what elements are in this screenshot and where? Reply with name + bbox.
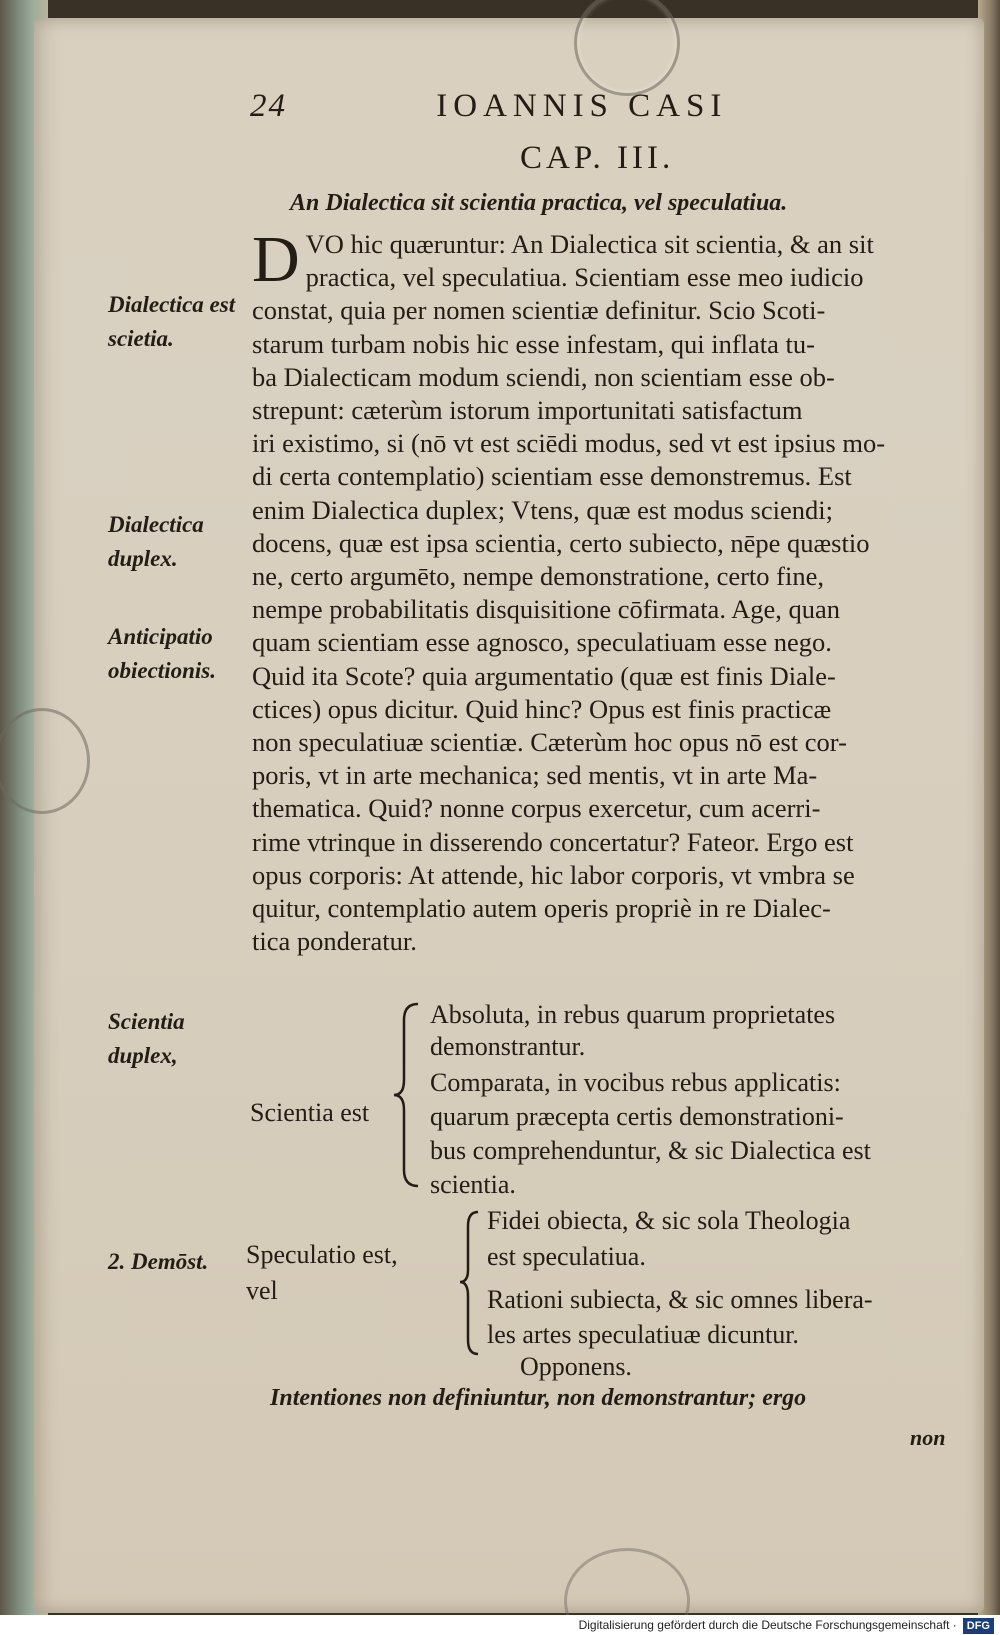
chapter-heading: CAP. III. (520, 140, 675, 176)
running-head-title: IOANNIS CASI (436, 88, 728, 124)
body-line: di certa contemplatio) scientiam esse demonstremus. Est (252, 461, 852, 492)
scientia-item: bus comprehenduntur, & sic Dialectica est (430, 1136, 871, 1165)
body-text (252, 223, 972, 958)
body-line: constat, quia per nomen scientiæ definitur. Scio Scoti- (252, 295, 826, 326)
body-line: practica, vel speculatiua. Scientiam esse meo iudicio (305, 262, 864, 293)
body-line: opus corporis: At attende, hic labor corporis, vt vmbra se (252, 859, 855, 890)
margin-note: Anticipatio obiectionis. (108, 624, 216, 683)
scientia-item: quarum præcepta certis demonstrationi- (430, 1102, 844, 1131)
glass-clip-left (0, 708, 90, 814)
body-line: quam scientiam esse agnosco, speculatiuam esse nego. (252, 627, 832, 658)
scientia-item: Absoluta, in rebus quarum proprietates (430, 1000, 836, 1029)
body-line: poris, vt in arte mechanica; sed mentis, vt in arte Ma- (252, 760, 818, 791)
chapter-subtitle: An Dialectica sit scientia practica, vel speculatiua. (290, 190, 788, 216)
body-line: iri existimo, si (nō vt est sciēdi modus, sed vt est ipsius mo- (252, 428, 886, 459)
body-line: nempe probabilitatis disquisitione cōfirmata. Age, quan (252, 594, 841, 625)
speculatio-item: Fidei obiecta, & sic sola Theologia (487, 1206, 851, 1235)
body-line: enim Dialectica duplex; Vtens, quæ est modus sciendi; (252, 494, 833, 525)
scientia-label: Scientia est (250, 1098, 370, 1127)
margin-note: 2. Demōst. (108, 1249, 209, 1274)
margin-note: Scientia duplex, (108, 1009, 185, 1068)
brace-icon (458, 1208, 482, 1358)
body-line: tica ponderatur. (252, 926, 417, 957)
speculatio-label-vel: vel (246, 1276, 278, 1305)
digitization-footer (0, 1615, 1000, 1635)
speculatio-item: les artes speculatiuæ dicuntur. (487, 1320, 799, 1349)
body-line: rime vtrinque in disserendo concertatur? Fateor. Ergo est (252, 826, 854, 857)
speculatio-item: est speculatiua. (487, 1242, 646, 1271)
speculatio-label: Speculatio est, (246, 1240, 398, 1269)
body-line: thematica. Quid? nonne corpus exercetur, cum acerri- (252, 793, 821, 824)
footer-text: Digitalisierung gefördert durch die Deutsche Forschungsgemeinschaft · (578, 1618, 957, 1632)
body-line: ba Dialecticam modum sciendi, non scientiam esse ob- (252, 361, 835, 392)
scientia-item: demonstrantur. (430, 1032, 586, 1061)
drop-cap: D (252, 223, 300, 296)
body-line: Quid ita Scote? quia argumentatio (quæ est finis Diale- (252, 660, 836, 691)
catchword: non (910, 1425, 946, 1450)
margin-note: Dialectica duplex. (108, 512, 204, 571)
body-line: docens, quæ est ipsa scientia, certo subiecto, nēpe quæstio (252, 527, 870, 558)
body-line: ne, certo argumēto, nempe demonstratione, certo fine, (252, 561, 824, 592)
margin-note: Dialectica est scietia. (108, 292, 236, 351)
dfg-logo: DFG (963, 1618, 994, 1634)
body-line: VO hic quæruntur: An Dialectica sit scientia, & an sit (305, 229, 874, 259)
glass-clip-top (574, 0, 680, 96)
scientia-item: Comparata, in vocibus rebus applicatis: (430, 1068, 841, 1097)
brace-icon (392, 1000, 422, 1190)
running-head (250, 88, 727, 125)
opponens-heading: Opponens. (520, 1352, 632, 1381)
scientia-item: scientia. (430, 1170, 516, 1199)
page-number: 24 (250, 88, 287, 124)
body-line: starum turbam nobis hic esse infestam, qui inflata tu- (252, 328, 815, 359)
body-line: strepunt: cæterùm istorum importunitati satisfactum (252, 395, 803, 426)
body-line: non speculatiuæ scientiæ. Cæterùm hoc opus nō est cor- (252, 727, 847, 758)
body-line: quitur, contemplatio autem operis propriè in re Dialec- (252, 893, 831, 924)
body-line: ctices) opus dicitur. Quid hinc? Opus est finis practicæ (252, 693, 832, 724)
speculatio-item: Rationi subiecta, & sic omnes libera- (487, 1285, 873, 1314)
objection-line: Intentiones non definiuntur, non demonstrantur; ergo (270, 1385, 807, 1411)
